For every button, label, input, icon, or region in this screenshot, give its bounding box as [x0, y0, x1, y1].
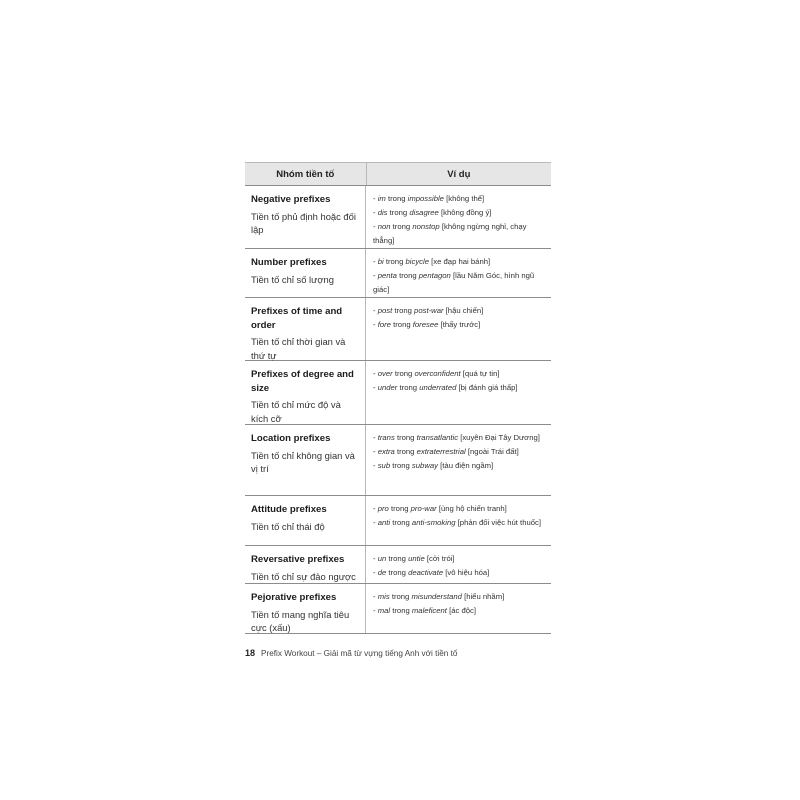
example-meaning: [xe đạp hai bánh] [431, 257, 491, 266]
example-word: bicycle [405, 257, 429, 266]
prefix-table [245, 162, 551, 634]
example-meaning: [vô hiệu hóa] [445, 568, 490, 577]
example-conj: trong [390, 504, 409, 513]
example-item: - trans trong transatlantic [xuyên Đại Tây Dương] [373, 433, 540, 442]
example-word: overconfident [414, 369, 461, 378]
examples-cell [366, 298, 551, 360]
example-conj: trong [396, 447, 415, 456]
example-word: extraterrestrial [416, 447, 466, 456]
example-meaning: [hậu chiến] [445, 306, 484, 315]
example-conj: trong [392, 606, 410, 615]
example-word: misunderstand [411, 592, 462, 601]
table-row [245, 249, 551, 298]
example-conj: trong [388, 568, 406, 577]
example-word: foresee [412, 320, 439, 329]
group-name-vi: Tiền tố chỉ sự đảo ngược [251, 570, 356, 582]
example-word: anti-smoking [411, 518, 456, 527]
example-conj: trong [392, 518, 410, 527]
example-conj: trong [388, 554, 406, 563]
page-footer [245, 648, 457, 658]
example-word: impossible [407, 194, 444, 203]
group-name-vi: Tiền tố chỉ mức độ và kích cỡ [251, 399, 341, 424]
example-conj: trong [393, 320, 411, 329]
example-word: nonstop [412, 222, 440, 231]
example-word: pentagon [418, 271, 451, 280]
example-item: - penta trong pentagon [lầu Năm Góc, hình ngũ giác] [373, 271, 535, 294]
example-item: - non trong nonstop [không ngừng nghỉ, chạy thẳng] [373, 222, 527, 245]
group-name-en: Prefixes of time and order [251, 306, 343, 331]
group-cell [245, 425, 366, 495]
group-name-en: Attitude prefixes [251, 504, 327, 515]
example-conj: trong [391, 592, 410, 601]
example-prefix: im [377, 194, 386, 203]
table-row [245, 186, 551, 249]
example-meaning: [ủng hộ chiến tranh] [438, 504, 507, 513]
example-prefix: mal [377, 606, 391, 615]
example-item: - de trong deactivate [vô hiệu hóa] [373, 568, 490, 577]
examples-cell [366, 249, 551, 297]
example-item: - over trong overconfident [quá tự tin] [373, 369, 500, 378]
table-row [245, 496, 551, 546]
example-item: - mis trong misunderstand [hiểu nhầm] [373, 592, 505, 601]
header-examples: Ví dụ [447, 168, 471, 180]
example-meaning: [tàu điện ngầm] [440, 461, 494, 470]
example-item: - un trong untie [cởi trói] [373, 554, 455, 563]
example-word: transatlantic [416, 433, 459, 442]
example-prefix: pro [377, 504, 389, 513]
group-cell [245, 584, 366, 633]
example-prefix: over [377, 369, 393, 378]
group-name-en: Number prefixes [251, 257, 327, 268]
examples-cell [366, 186, 551, 248]
example-item: - extra trong extraterrestrial [ngoài Trái đất] [373, 447, 519, 456]
group-cell [245, 186, 366, 248]
example-meaning: [xuyên Đại Tây Dương] [460, 433, 540, 442]
example-prefix: trans [377, 433, 395, 442]
example-meaning: [hiểu nhầm] [464, 592, 505, 601]
example-word: untie [408, 554, 425, 563]
group-cell [245, 298, 366, 360]
group-cell [245, 361, 366, 424]
example-word: maleficent [411, 606, 447, 615]
example-prefix: fore [377, 320, 391, 329]
example-conj: trong [399, 383, 418, 392]
example-prefix: under [377, 383, 398, 392]
group-name-vi: Tiền tố chỉ số lượng [251, 273, 334, 285]
example-word: subway [411, 461, 438, 470]
example-word: disagree [409, 208, 439, 217]
group-name-en: Prefixes of degree and size [251, 369, 354, 394]
group-name-en: Location prefixes [251, 433, 331, 444]
example-conj: trong [396, 433, 415, 442]
group-name-vi: Tiền tố chỉ thời gian và thứ tự [251, 336, 346, 361]
group-name-en: Negative prefixes [251, 194, 331, 205]
example-prefix: dis [377, 208, 388, 217]
examples-cell [366, 361, 551, 424]
group-cell [245, 496, 366, 545]
example-meaning: [không thể] [446, 194, 485, 203]
example-item: - dis trong disagree [không đồng ý] [373, 208, 492, 217]
example-conj: trong [389, 208, 408, 217]
example-prefix: de [377, 568, 387, 577]
book-title: Prefix Workout – Giải mã từ vựng tiếng Anh với tiền tố [261, 649, 458, 658]
example-conj: trong [392, 222, 411, 231]
examples-cell [366, 584, 551, 633]
example-meaning: [không đồng ý] [440, 208, 492, 217]
example-word: underrated [419, 383, 457, 392]
example-prefix: un [377, 554, 387, 563]
example-meaning: [phản đối việc hút thuốc] [457, 518, 541, 527]
group-cell [245, 249, 366, 297]
table-row [245, 425, 551, 496]
example-conj: trong [387, 194, 406, 203]
examples-cell [366, 546, 551, 583]
examples-cell [366, 496, 551, 545]
example-item: - fore trong foresee [thấy trước] [373, 320, 481, 329]
example-meaning: [cởi trói] [426, 554, 455, 563]
table-row [245, 298, 551, 361]
example-prefix: extra [377, 447, 395, 456]
example-conj: trong [399, 271, 417, 280]
group-name-vi: Tiền tố mang nghĩa tiêu cực (xấu) [251, 608, 350, 633]
example-meaning: [lầu Năm Góc, hình ngũ giác] [373, 271, 535, 294]
table-header [245, 162, 551, 186]
example-prefix: penta [377, 271, 397, 280]
example-word: pro-war [410, 504, 437, 513]
example-meaning: [ác độc] [449, 606, 477, 615]
table-row [245, 584, 551, 634]
example-meaning: [không ngừng nghỉ, chạy thẳng] [373, 222, 527, 245]
example-conj: trong [394, 369, 413, 378]
example-prefix: post [377, 306, 393, 315]
group-name-vi: Tiền tố chỉ không gian và vị trí [251, 449, 355, 474]
example-item: - bi trong bicycle [xe đạp hai bánh] [373, 257, 491, 266]
group-name-en: Reversative prefixes [251, 554, 345, 565]
example-item: - sub trong subway [tàu điện ngầm] [373, 461, 494, 470]
example-meaning: [thấy trước] [440, 320, 481, 329]
group-name-en: Pejorative prefixes [251, 592, 337, 603]
table-row [245, 546, 551, 584]
example-meaning: [quá tự tin] [462, 369, 500, 378]
example-prefix: mis [377, 592, 390, 601]
table-row [245, 361, 551, 425]
example-item: - anti trong anti-smoking [phản đối việc hút thuốc] [373, 518, 541, 527]
example-prefix: bi [377, 257, 384, 266]
example-item: - post trong post-war [hậu chiến] [373, 306, 484, 315]
page-number: 18 [245, 648, 256, 658]
example-item: - im trong impossible [không thể] [373, 194, 485, 203]
example-conj: trong [392, 461, 410, 470]
example-item: - pro trong pro-war [ủng hộ chiến tranh] [373, 504, 507, 513]
group-name-vi: Tiền tố chỉ thái độ [251, 520, 325, 532]
example-prefix: sub [377, 461, 391, 470]
example-meaning: [ngoài Trái đất] [467, 447, 519, 456]
example-item: - mal trong maleficent [ác độc] [373, 606, 477, 615]
example-prefix: non [377, 222, 391, 231]
table-body [245, 186, 551, 634]
example-word: post-war [414, 306, 444, 315]
example-prefix: anti [377, 518, 391, 527]
example-conj: trong [394, 306, 412, 315]
example-item: - under trong underrated [bị đánh giá thấp] [373, 383, 518, 392]
group-cell [245, 546, 366, 583]
examples-cell [366, 425, 551, 495]
example-word: deactivate [408, 568, 444, 577]
example-meaning: [bị đánh giá thấp] [458, 383, 518, 392]
group-name-vi: Tiền tố phủ định hoặc đối lập [251, 210, 356, 235]
example-conj: trong [385, 257, 404, 266]
header-group: Nhóm tiền tố [245, 163, 367, 185]
